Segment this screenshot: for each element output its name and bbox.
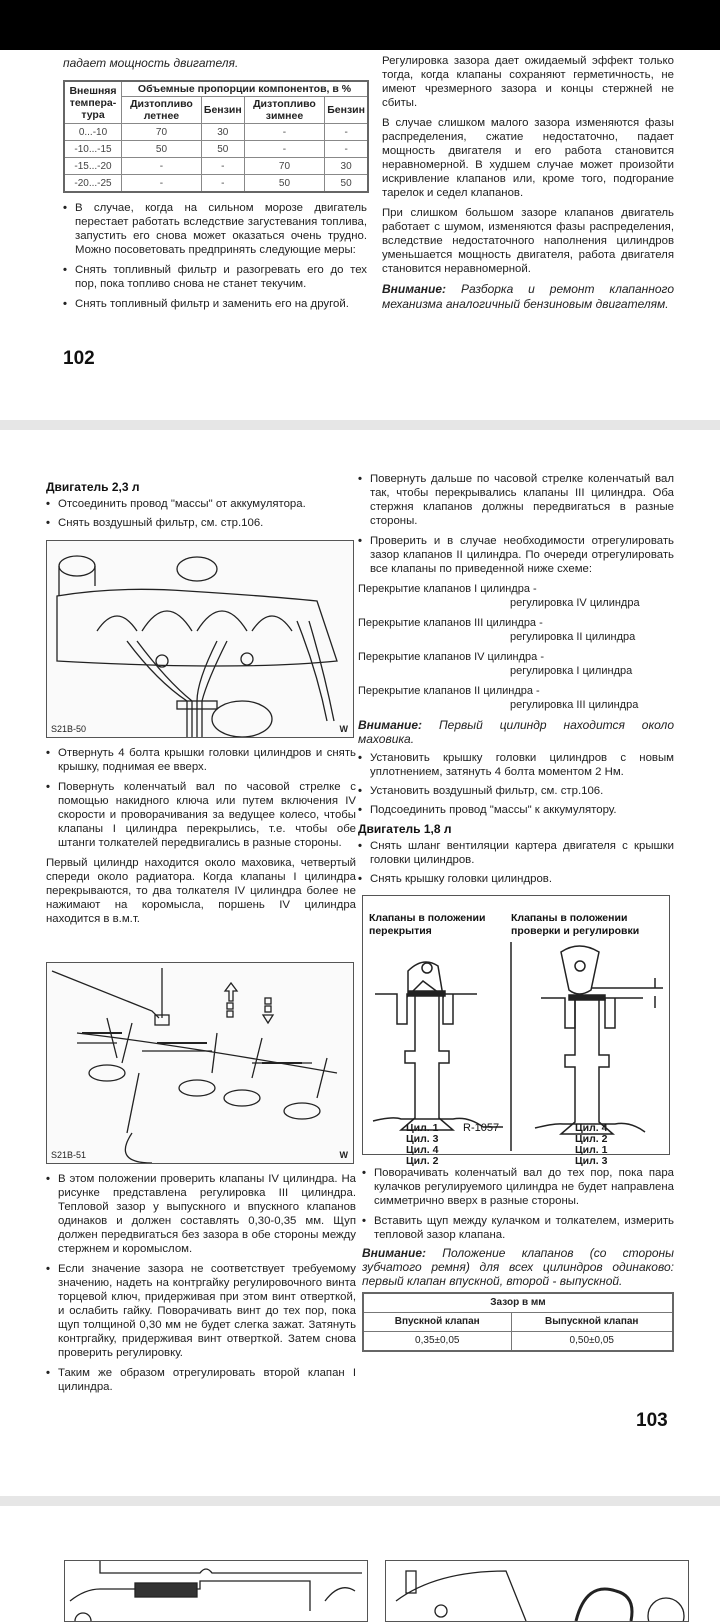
cylinder-label: Цил. 4 — [406, 1144, 439, 1156]
schema-overlap: Перекрытие клапанов III цилиндра - — [358, 617, 543, 629]
bullet-item: • Снять воздушный фильтр, см. стр.106. — [46, 516, 356, 530]
cell: 50 — [325, 175, 368, 193]
cylinder-label: Цил. 2 — [406, 1155, 439, 1167]
valve-position-figure — [362, 895, 670, 1155]
left-bottom-text — [46, 1172, 356, 1400]
col-temp-header: Внешняя темпера-тура — [64, 81, 122, 124]
schema-overlap: Перекрытие клапанов I цилиндра - — [358, 583, 537, 595]
cell: 70 — [122, 124, 202, 141]
schema-overlap: Перекрытие клапанов II цилиндра - — [358, 685, 540, 697]
attention-label: Внимание: — [358, 718, 423, 732]
attention-text: Разборка и ремонт клапанного механизма аналогичный бензиновым двигателям. — [382, 282, 674, 311]
figure-mark: W — [339, 1150, 348, 1160]
schema-row — [358, 684, 674, 712]
section-heading: Двигатель 2,3 л — [46, 480, 140, 494]
cell: - — [325, 124, 368, 141]
valve-gap-table — [362, 1292, 674, 1352]
fuel-mix-table — [63, 80, 369, 193]
page-number: 103 — [636, 1410, 668, 1431]
engine-illustration-2 — [46, 962, 354, 1164]
cylinder-label: Цил. 1 — [406, 1122, 439, 1134]
right-cylinder-list — [575, 1123, 607, 1167]
bullet-item: • Установить воздушный фильтр, см. стр.106. — [358, 784, 674, 798]
table-row — [64, 175, 368, 193]
cylinder-label: Цил. 3 — [406, 1133, 439, 1145]
section-heading: Двигатель 1,8 л — [358, 822, 452, 836]
cell: 50 — [244, 175, 325, 193]
col-header: Выпускной клапан — [511, 1313, 673, 1332]
intro-text: падает мощность двигателя. — [63, 56, 239, 70]
engine-part-drawing-icon — [386, 1561, 688, 1621]
page-104-partial — [0, 1506, 720, 1600]
cell: - — [244, 141, 325, 158]
figure-right-title: Клапаны в положении проверки и регулировки — [511, 912, 640, 937]
page-separator — [0, 420, 720, 430]
cell: - — [201, 175, 244, 193]
col-header: Впускной клапан — [363, 1313, 511, 1332]
cell: 0,50±0,05 — [511, 1332, 673, 1352]
table-row — [64, 158, 368, 175]
cell: 70 — [244, 158, 325, 175]
cell: 50 — [122, 141, 202, 158]
bullet-item: • Отвернуть 4 болта крышки головки цилиндров и снять крышку, поднимая ее вверх. — [46, 746, 356, 774]
attention-note — [358, 718, 674, 746]
right-column-102 — [382, 54, 674, 312]
cell: 30 — [201, 124, 244, 141]
paragraph: Регулировка зазора дает ожидаемый эффект только тогда, когда клапаны сохраняют герметичность, не имеют чрезмерного зазора и концы стержней не сбиты. — [382, 55, 674, 109]
attention-label: Внимание: — [362, 1246, 427, 1260]
cell: -10...-15 — [64, 141, 122, 158]
figure-reference: R-1057 — [463, 1122, 500, 1134]
valve-schema-list — [358, 582, 674, 712]
bullet-item: • Повернуть дальше по часовой стрелке коленчатый вал так, чтобы перекрывались клапаны III цилиндра. Оба стержня клапанов должны передвигаться в разные стороны. — [358, 472, 674, 528]
schema-adjust: регулировка IV цилиндра — [510, 597, 640, 609]
status-bar — [0, 0, 720, 50]
engine-illustration-1 — [46, 540, 354, 738]
schema-row — [358, 582, 674, 610]
bullet-item: • Вставить щуп между кулачком и толкателем, измерить тепловой зазор клапана. — [362, 1214, 674, 1242]
bullet-item: • В случае, когда на сильном морозе двигатель перестает работать вследствие загустевания топлива, запустить его снова может оказаться очень трудно. Можно посоветовать предпринять следующие меры: — [63, 201, 367, 257]
paragraph: В случае слишком малого зазора изменяются фазы распределения, сжатие недостаточно, падает мощность двигателя и его работа становится неравномерной. В худшем случае может произойти искривление клапанов или, кроме того, подгорание тарелок и седел клапанов. — [382, 117, 674, 199]
cylinder-label: Цил. 3 — [575, 1155, 608, 1167]
right-bottom-text — [362, 1166, 674, 1352]
bullet-item: • В этом положении проверить клапаны IV цилиндра. На рисунке представлена регулировка III цилиндра. Тепловой зазор у выпускного и впускного клапанов одинаков и должен составлять 0,30-0,35 мм. Щуп должен передвигаться без зазора в обе стороны между стержнем и коромыслом. — [46, 1172, 356, 1256]
sub-header: Дизтопливо летнее — [122, 97, 202, 124]
table-row — [363, 1332, 673, 1352]
sub-header: Бензин — [325, 97, 368, 124]
cell: - — [325, 141, 368, 158]
sub-header: Дизтопливо зимнее — [244, 97, 325, 124]
attention-note — [382, 282, 674, 312]
cell: 30 — [325, 158, 368, 175]
attention-text: Положение клапанов (со стороны зубчатого ремня) для всех цилиндров одинаково: первый клапан впускной, второй - выпускной. — [362, 1246, 674, 1288]
col-group-header: Объемные пропорции компонентов, в % — [122, 81, 369, 97]
cylinder-label: Цил. 4 — [575, 1122, 608, 1134]
bullet-item: • Проверить и в случае необходимости отрегулировать зазор клапанов II цилиндра. По очереди отрегулировать все клапаны по приведенной ниже схеме: — [358, 534, 674, 576]
bullet-item: • Повернуть коленчатый вал по часовой стрелке с помощью накидного ключа или путем включения IV скорости и проворачивания за ведущее колесо, чтобы клапаны I цилиндра перекрылись, т.е. чтобы обе штанги толкателей передвигались в разные стороны. — [46, 780, 356, 850]
bullet-item: • Снять крышку головки цилиндров. — [358, 872, 674, 886]
engine-drawing-icon — [47, 541, 353, 737]
page-103 — [0, 430, 720, 1444]
cylinder-label: Цил. 2 — [575, 1133, 608, 1145]
table-row — [64, 124, 368, 141]
sub-header: Бензин — [201, 97, 244, 124]
left-cylinder-list — [406, 1123, 438, 1167]
bullet-item: • Снять топливный фильтр и разогревать его до тех пор, пока топливо снова не станет текучим. — [63, 263, 367, 291]
right-column-103 — [358, 472, 674, 892]
cylinder-label: Цил. 1 — [575, 1144, 608, 1156]
cell: - — [122, 175, 202, 193]
left-mid-text — [46, 746, 356, 926]
illustration-partial-left — [64, 1560, 368, 1622]
figure-code: S21B-50 — [51, 724, 87, 734]
bullet-item: • Установить крышку головки цилиндров с новым уплотнением, затянуть 4 болта моментом 2 Нм. — [358, 751, 674, 779]
schema-adjust: регулировка II цилиндра — [510, 631, 636, 643]
page-102 — [0, 50, 720, 420]
bullet-item: • Если значение зазора не соответствует требуемому значению, надеть на контргайку регулировочного винта торцевой ключ, придерживая при этом винт отверткой, и ослабить гайку. Поворачивать винт до тех пор, пока щуп толщиной 0,30 мм не будет слегка зажат. Затянуть контргайку, придерживая винт отверткой. Затем снова проверить регулировку. — [46, 1262, 356, 1360]
cell: -20...-25 — [64, 175, 122, 193]
left-column-102 — [63, 201, 367, 317]
cell: -15...-20 — [64, 158, 122, 175]
paragraph: Первый цилиндр находится около маховика, четвертый спереди около радиатора. Когда клапаны I цилиндра перекрываются, то два толкателя IV цилиндра более не нажимают на коромысла, поршень IV цилиндра находится в в.м.т. — [46, 857, 356, 925]
figure-mark: W — [339, 724, 348, 734]
bullet-item: • Подсоединить провод "массы" к аккумулятору. — [358, 803, 674, 817]
page-separator — [0, 1496, 720, 1506]
attention-text: Первый цилиндр находится около маховика. — [358, 718, 674, 746]
cell: 0,35±0,05 — [363, 1332, 511, 1352]
bullet-item: • Снять топливный фильтр и заменить его на другой. — [63, 297, 367, 311]
schema-row — [358, 650, 674, 678]
schema-adjust: регулировка III цилиндра — [510, 699, 639, 711]
bullet-item: • Таким же образом отрегулировать второй клапан I цилиндра. — [46, 1366, 356, 1394]
illustration-partial-right — [385, 1560, 689, 1622]
page-number: 102 — [63, 348, 95, 369]
tool-drawing-icon — [65, 1561, 367, 1621]
cell: - — [201, 158, 244, 175]
valve-diagram-icon — [363, 896, 669, 1154]
left-column-103 — [46, 480, 356, 536]
bullet-item: • Поворачивать коленчатый вал до тех пор, пока пара кулачков регулируемого цилиндра не будет направлена симметрично вверх в разные стороны. — [362, 1166, 674, 1208]
cell: - — [122, 158, 202, 175]
bullet-item: • Снять шланг вентиляции картера двигателя с крышки головки цилиндров. — [358, 839, 674, 867]
schema-overlap: Перекрытие клапанов IV цилиндра - — [358, 651, 544, 663]
gap-table-title: Зазор в мм — [363, 1293, 673, 1313]
cell: 50 — [201, 141, 244, 158]
figure-code: S21B-51 — [51, 1150, 87, 1160]
paragraph: При слишком большом зазоре клапанов двигатель работает с шумом, изменяются фазы распределения, вследствие недостаточного наполнения цилиндров уменьшается мощность двигателя, работа двигателя становится неравномерной. — [382, 207, 674, 275]
table-row — [64, 141, 368, 158]
valve-adjust-drawing-icon — [47, 963, 353, 1163]
attention-note — [362, 1246, 674, 1288]
figure-left-title: Клапаны в положении перекрытия — [369, 912, 486, 937]
cell: - — [244, 124, 325, 141]
cell: 0...-10 — [64, 124, 122, 141]
bullet-item: • Отсоединить провод "массы" от аккумулятора. — [46, 497, 356, 511]
schema-adjust: регулировка I цилиндра — [510, 665, 633, 677]
schema-row — [358, 616, 674, 644]
attention-label: Внимание: — [382, 282, 447, 296]
